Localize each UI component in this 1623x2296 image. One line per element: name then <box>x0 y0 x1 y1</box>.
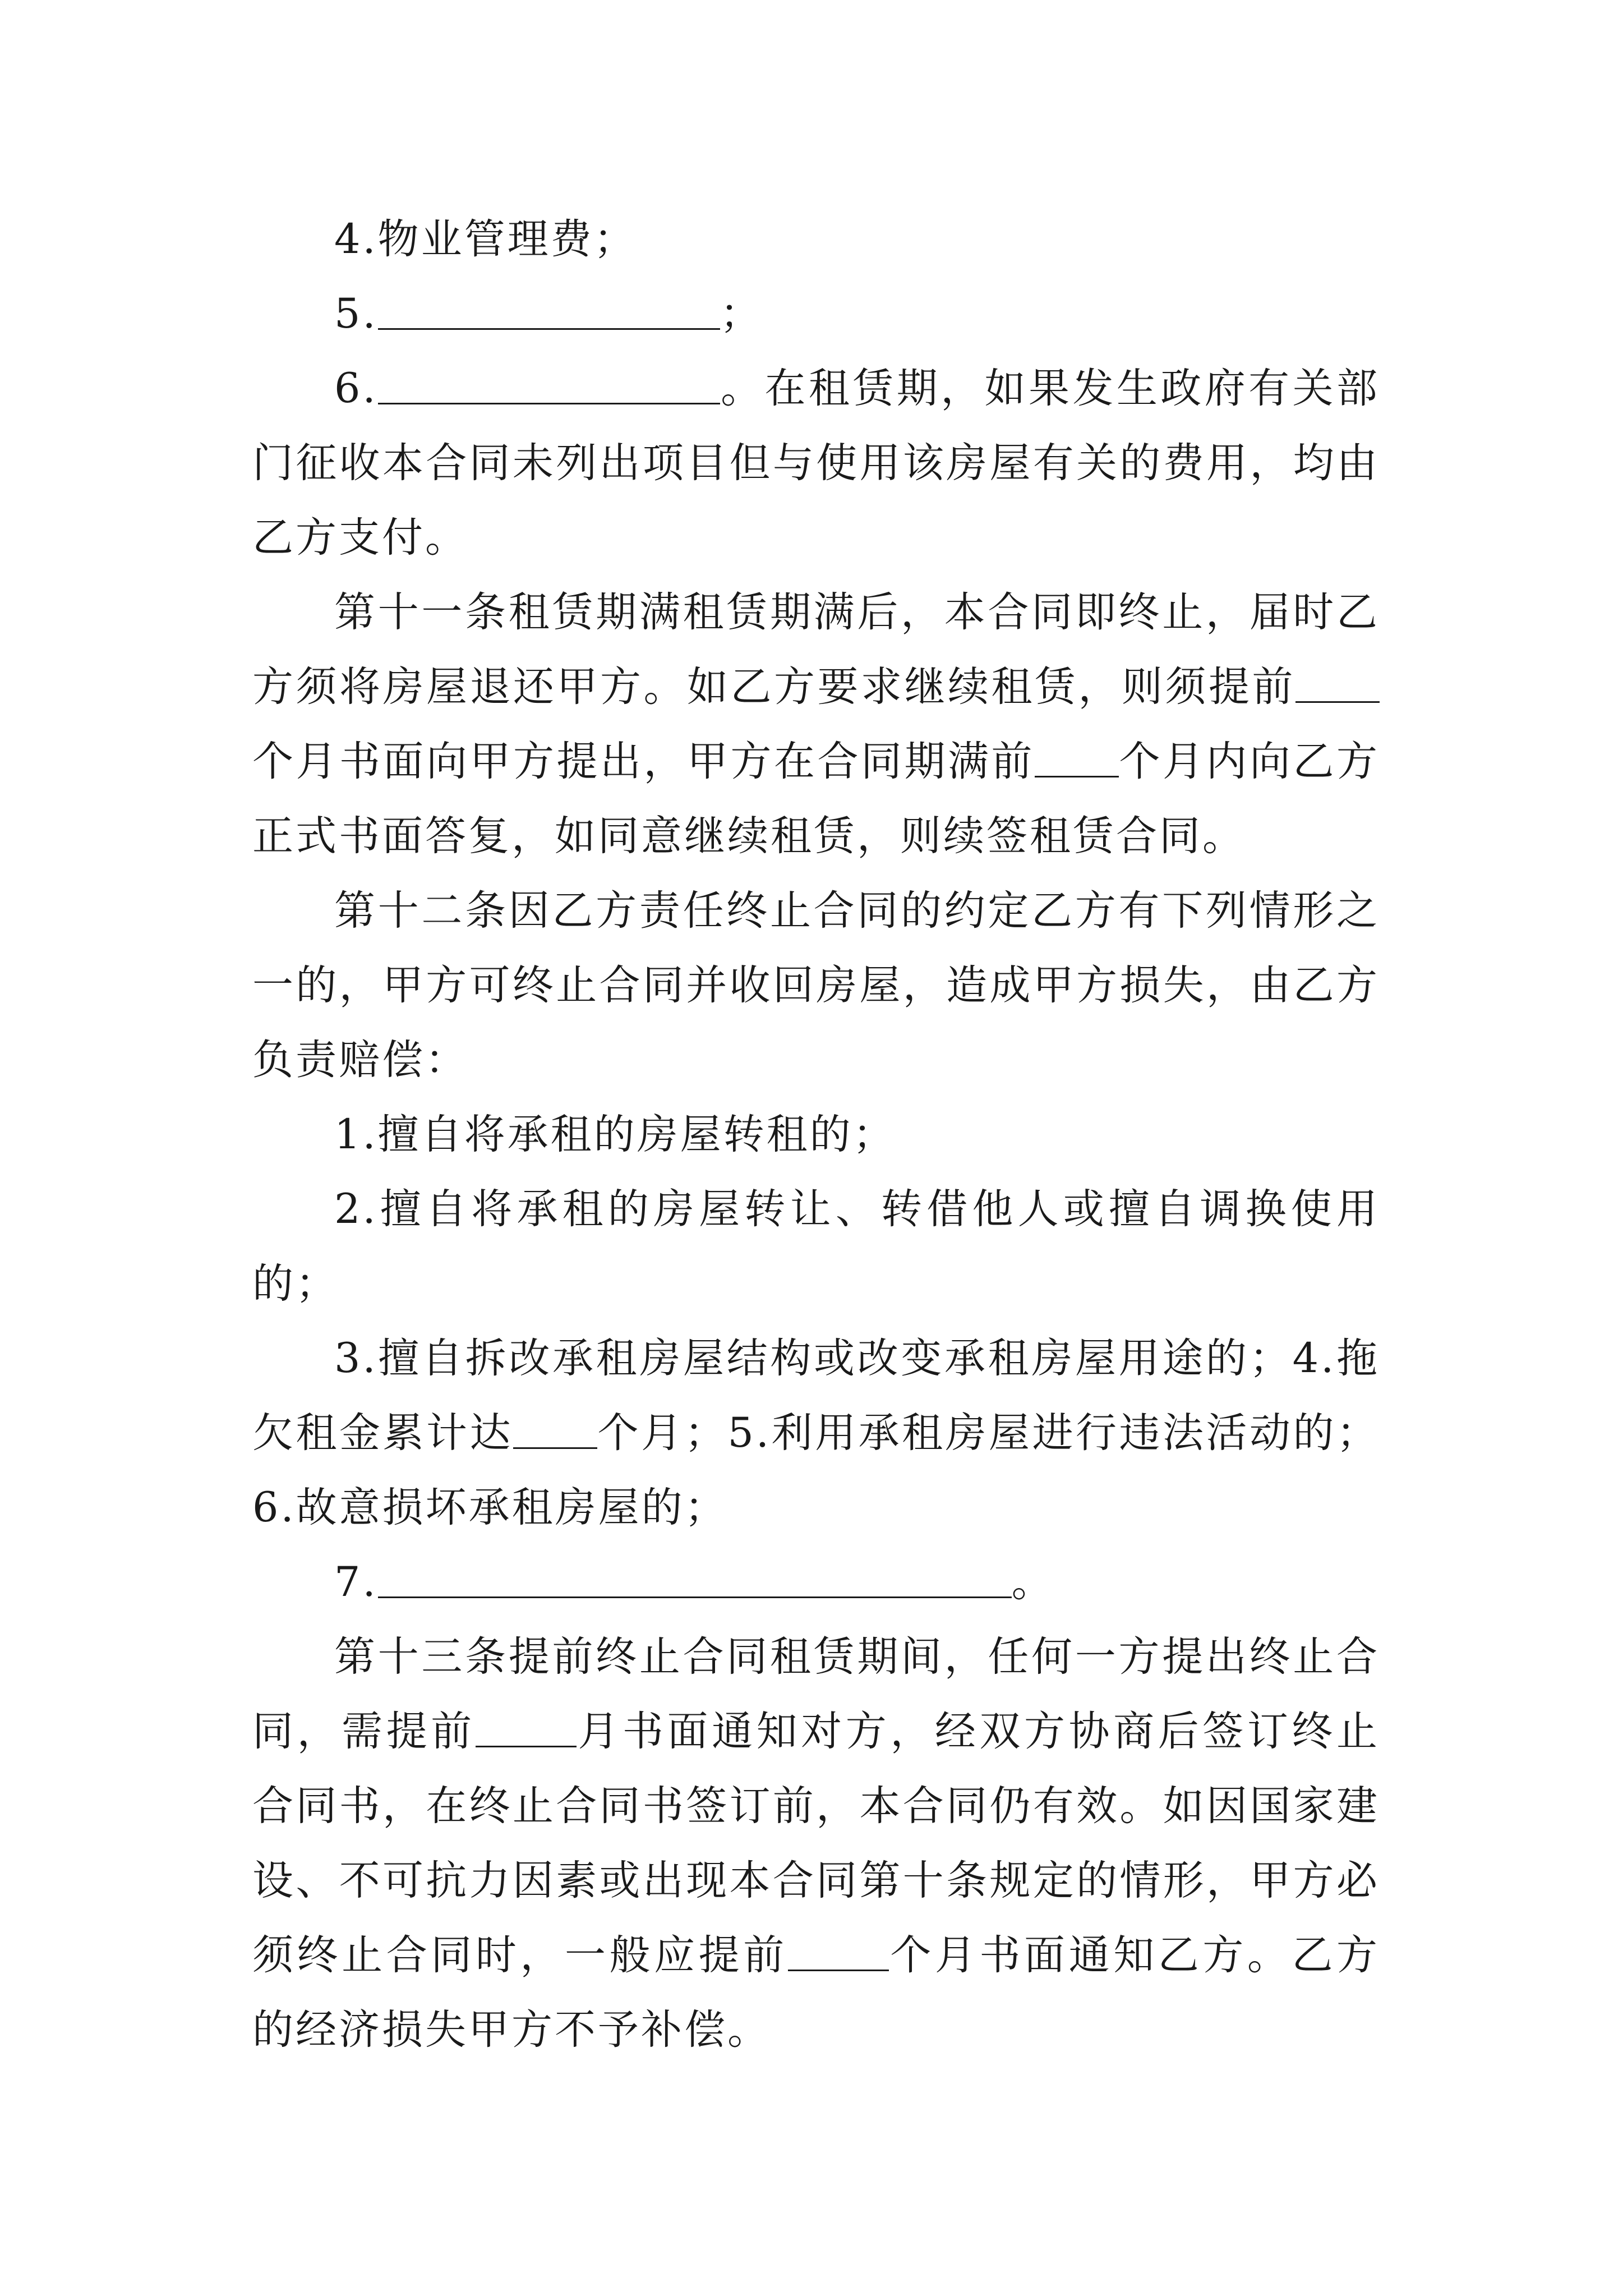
fill-blank[interactable] <box>378 287 720 330</box>
article-12-item-1 <box>252 1097 1380 1172</box>
text: 个月书面通知乙方。乙方的经济损失甲方不予补偿。 <box>252 1931 1380 2054</box>
fill-blank[interactable] <box>788 1929 889 1971</box>
text: 第十三条提前终止合同租赁期间，任何一方提出终止合同，需提前 <box>252 1633 1380 1755</box>
text: 个月；5.利用承租房屋进行违法活动的；6.故意损坏承租房屋的； <box>252 1409 1380 1531</box>
clause-item-4 <box>252 202 1380 277</box>
clause-item-5 <box>252 277 1380 351</box>
clause-item-6 <box>252 351 1380 575</box>
article-12-item-7 <box>252 1545 1380 1619</box>
text: ； <box>720 290 763 338</box>
text: 个月书面向甲方提出，甲方在合同期满前 <box>252 738 1035 785</box>
text: 5. <box>334 290 378 338</box>
article-12-item-2 <box>252 1172 1380 1321</box>
fill-blank[interactable] <box>1295 660 1380 703</box>
fill-blank[interactable] <box>513 1406 597 1449</box>
text: 6. <box>334 365 378 412</box>
article-11 <box>252 575 1380 873</box>
text: 个月内向乙方正式书面答复，如同意继续租赁，则续签租赁合同。 <box>252 738 1380 860</box>
fill-blank[interactable] <box>1035 735 1119 777</box>
text: 。 <box>1011 1558 1055 1606</box>
text: 1.擅自将承租的房屋转租的； <box>334 1111 896 1158</box>
text: 3.擅自拆改承租房屋结构或改变承租房屋用途的；4.拖欠租金累计达 <box>252 1335 1380 1457</box>
text: 第十一条租赁期满租赁期满后，本合同即终止，届时乙方须将房屋退还甲方。如乙方要求继续租赁，则须提前 <box>252 588 1380 711</box>
text: 第十二条因乙方责任终止合同的约定乙方有下列情形之一的，甲方可终止合同并收回房屋，造成甲方损失，由乙方负责赔偿： <box>252 887 1380 1084</box>
fill-blank[interactable] <box>378 362 720 404</box>
article-12 <box>252 873 1380 1097</box>
fill-blank[interactable] <box>476 1705 577 1747</box>
article-12-item-3 <box>252 1321 1380 1545</box>
text: 月书面通知对方，经双方协商后签订终止合同书，在终止合同书签订前，本合同仍有效。如因国家建设、不可抗力因素或出现本合同第十条规定的情形，甲方必须终止合同时，一般应提前 <box>252 1708 1380 1979</box>
text: 2.擅自将承租的房屋转让、转借他人或擅自调换使用的； <box>252 1185 1380 1308</box>
text: 。在租赁期，如果发生政府有关部门征收本合同未列出项目但与使用该房屋有关的费用，均由乙方支付。 <box>252 365 1380 562</box>
fill-blank[interactable] <box>378 1556 1012 1598</box>
document-page <box>252 202 1380 2067</box>
text: 7. <box>334 1558 378 1606</box>
text: 4.物业管理费； <box>334 215 637 263</box>
article-13 <box>252 1619 1380 2067</box>
